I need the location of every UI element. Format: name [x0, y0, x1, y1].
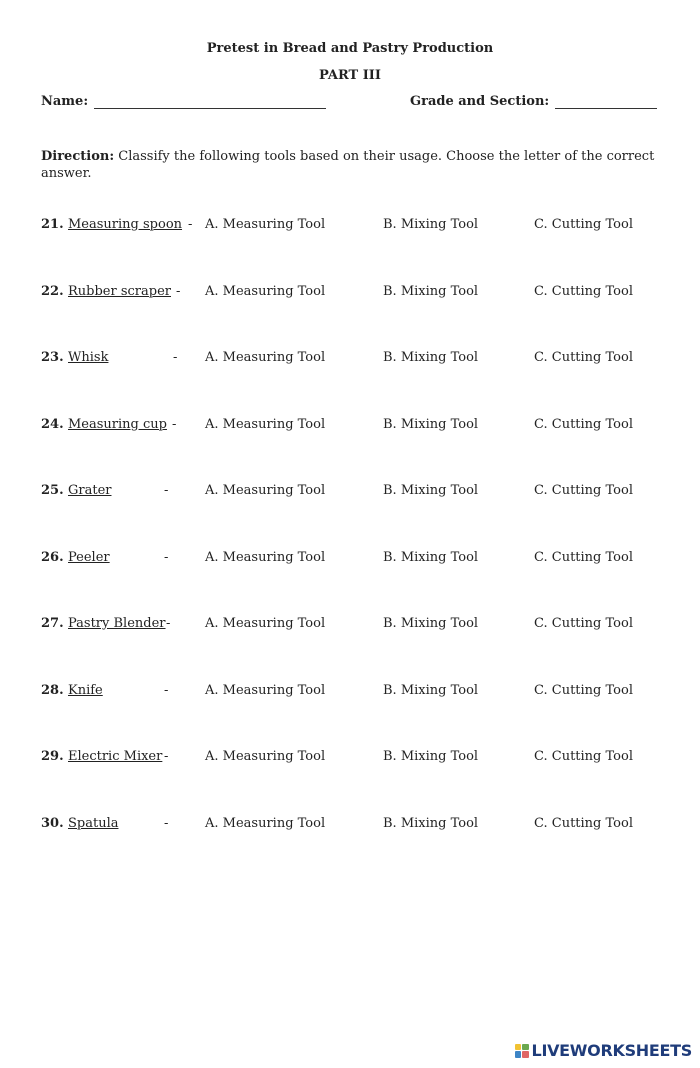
question-dash: - [164, 749, 169, 764]
option-c-cutting-tool[interactable]: C. Cutting Tool [534, 283, 633, 299]
tool-name: Whisk [68, 350, 109, 365]
option-c-cutting-tool[interactable]: C. Cutting Tool [534, 549, 633, 565]
option-c-cutting-tool[interactable]: C. Cutting Tool [534, 416, 633, 432]
question-number: 27. [41, 616, 64, 631]
question-row [0, 683, 700, 703]
question-dash: - [164, 682, 169, 698]
option-c-cutting-tool[interactable]: C. Cutting Tool [534, 616, 633, 631]
tool-name: Grater [68, 483, 112, 498]
worksheet-title: Pretest in Bread and Pastry Production [206, 41, 494, 56]
question-number: 29. [41, 749, 64, 764]
tool-name: Measuring cup [68, 416, 167, 432]
option-b-mixing-tool[interactable]: B. Mixing Tool [383, 616, 479, 631]
question-number: 30. [41, 815, 64, 831]
direction-text [41, 148, 671, 182]
liveworksheets-logo [515, 1041, 692, 1060]
question-number: 21. [41, 217, 64, 232]
direction-label: Direction: [41, 149, 115, 164]
question-number: 28. [41, 682, 64, 698]
part-label: PART III [319, 68, 381, 83]
tool-name: Spatula [68, 815, 119, 831]
question-number: 23. [41, 350, 64, 365]
grade-section-blank[interactable] [555, 95, 657, 109]
tool-name: Rubber scraper [68, 283, 171, 299]
question-dash: - [164, 483, 169, 498]
question-row [0, 417, 700, 437]
direction-body: Classify the following tools based on their usage. Choose the letter of the correct answer. [41, 149, 655, 181]
question-dash: - [173, 350, 178, 365]
grade-section-label: Grade and Section: [410, 94, 550, 109]
option-b-mixing-tool[interactable]: B. Mixing Tool [383, 815, 479, 831]
question-row [0, 616, 700, 636]
option-b-mixing-tool[interactable]: B. Mixing Tool [383, 549, 479, 565]
option-a-measuring-tool[interactable]: A. Measuring Tool [205, 815, 326, 831]
liveworksheets-logo-icon [515, 1044, 529, 1058]
option-c-cutting-tool[interactable]: C. Cutting Tool [534, 749, 633, 764]
option-a-measuring-tool[interactable]: A. Measuring Tool [205, 416, 326, 432]
option-a-measuring-tool[interactable]: A. Measuring Tool [205, 350, 326, 365]
question-number: 24. [41, 416, 64, 432]
option-a-measuring-tool[interactable]: A. Measuring Tool [205, 483, 326, 498]
question-row [0, 816, 700, 836]
option-a-measuring-tool[interactable]: A. Measuring Tool [205, 549, 326, 565]
option-b-mixing-tool[interactable]: B. Mixing Tool [383, 217, 479, 232]
grade-field-row [410, 94, 657, 109]
question-dash: - [164, 815, 169, 831]
option-a-measuring-tool[interactable]: A. Measuring Tool [205, 283, 326, 299]
option-b-mixing-tool[interactable]: B. Mixing Tool [383, 416, 479, 432]
option-a-measuring-tool[interactable]: A. Measuring Tool [205, 682, 326, 698]
option-b-mixing-tool[interactable]: B. Mixing Tool [383, 682, 479, 698]
question-dash: - [176, 283, 181, 299]
option-a-measuring-tool[interactable]: A. Measuring Tool [205, 616, 326, 631]
name-blank[interactable] [94, 95, 326, 109]
tool-name: Measuring spoon [68, 217, 183, 232]
question-row [0, 284, 700, 304]
question-dash: - [188, 217, 193, 232]
option-b-mixing-tool[interactable]: B. Mixing Tool [383, 483, 479, 498]
option-c-cutting-tool[interactable]: C. Cutting Tool [534, 217, 633, 232]
option-a-measuring-tool[interactable]: A. Measuring Tool [205, 749, 326, 764]
question-dash: - [166, 616, 171, 631]
question-row [0, 550, 700, 570]
name-label: Name: [41, 94, 89, 109]
name-field-row [41, 94, 326, 109]
question-number: 25. [41, 483, 64, 498]
option-c-cutting-tool[interactable]: C. Cutting Tool [534, 483, 633, 498]
option-c-cutting-tool[interactable]: C. Cutting Tool [534, 350, 633, 365]
tool-name: Knife [68, 682, 103, 698]
logo-text: LIVEWORKSHEETS [531, 1041, 692, 1060]
tool-name: Electric Mixer [68, 749, 163, 764]
question-dash: - [172, 416, 177, 432]
option-b-mixing-tool[interactable]: B. Mixing Tool [383, 283, 479, 299]
option-c-cutting-tool[interactable]: C. Cutting Tool [534, 815, 633, 831]
tool-name: Peeler [68, 549, 110, 565]
tool-name: Pastry Blender [68, 616, 166, 631]
question-dash: - [164, 549, 169, 565]
option-b-mixing-tool[interactable]: B. Mixing Tool [383, 350, 479, 365]
question-row [0, 350, 700, 370]
question-number: 22. [41, 283, 64, 299]
option-b-mixing-tool[interactable]: B. Mixing Tool [383, 749, 479, 764]
question-row [0, 217, 700, 237]
question-row [0, 483, 700, 503]
option-a-measuring-tool[interactable]: A. Measuring Tool [205, 217, 326, 232]
option-c-cutting-tool[interactable]: C. Cutting Tool [534, 682, 633, 698]
question-row [0, 749, 700, 769]
question-number: 26. [41, 549, 64, 565]
